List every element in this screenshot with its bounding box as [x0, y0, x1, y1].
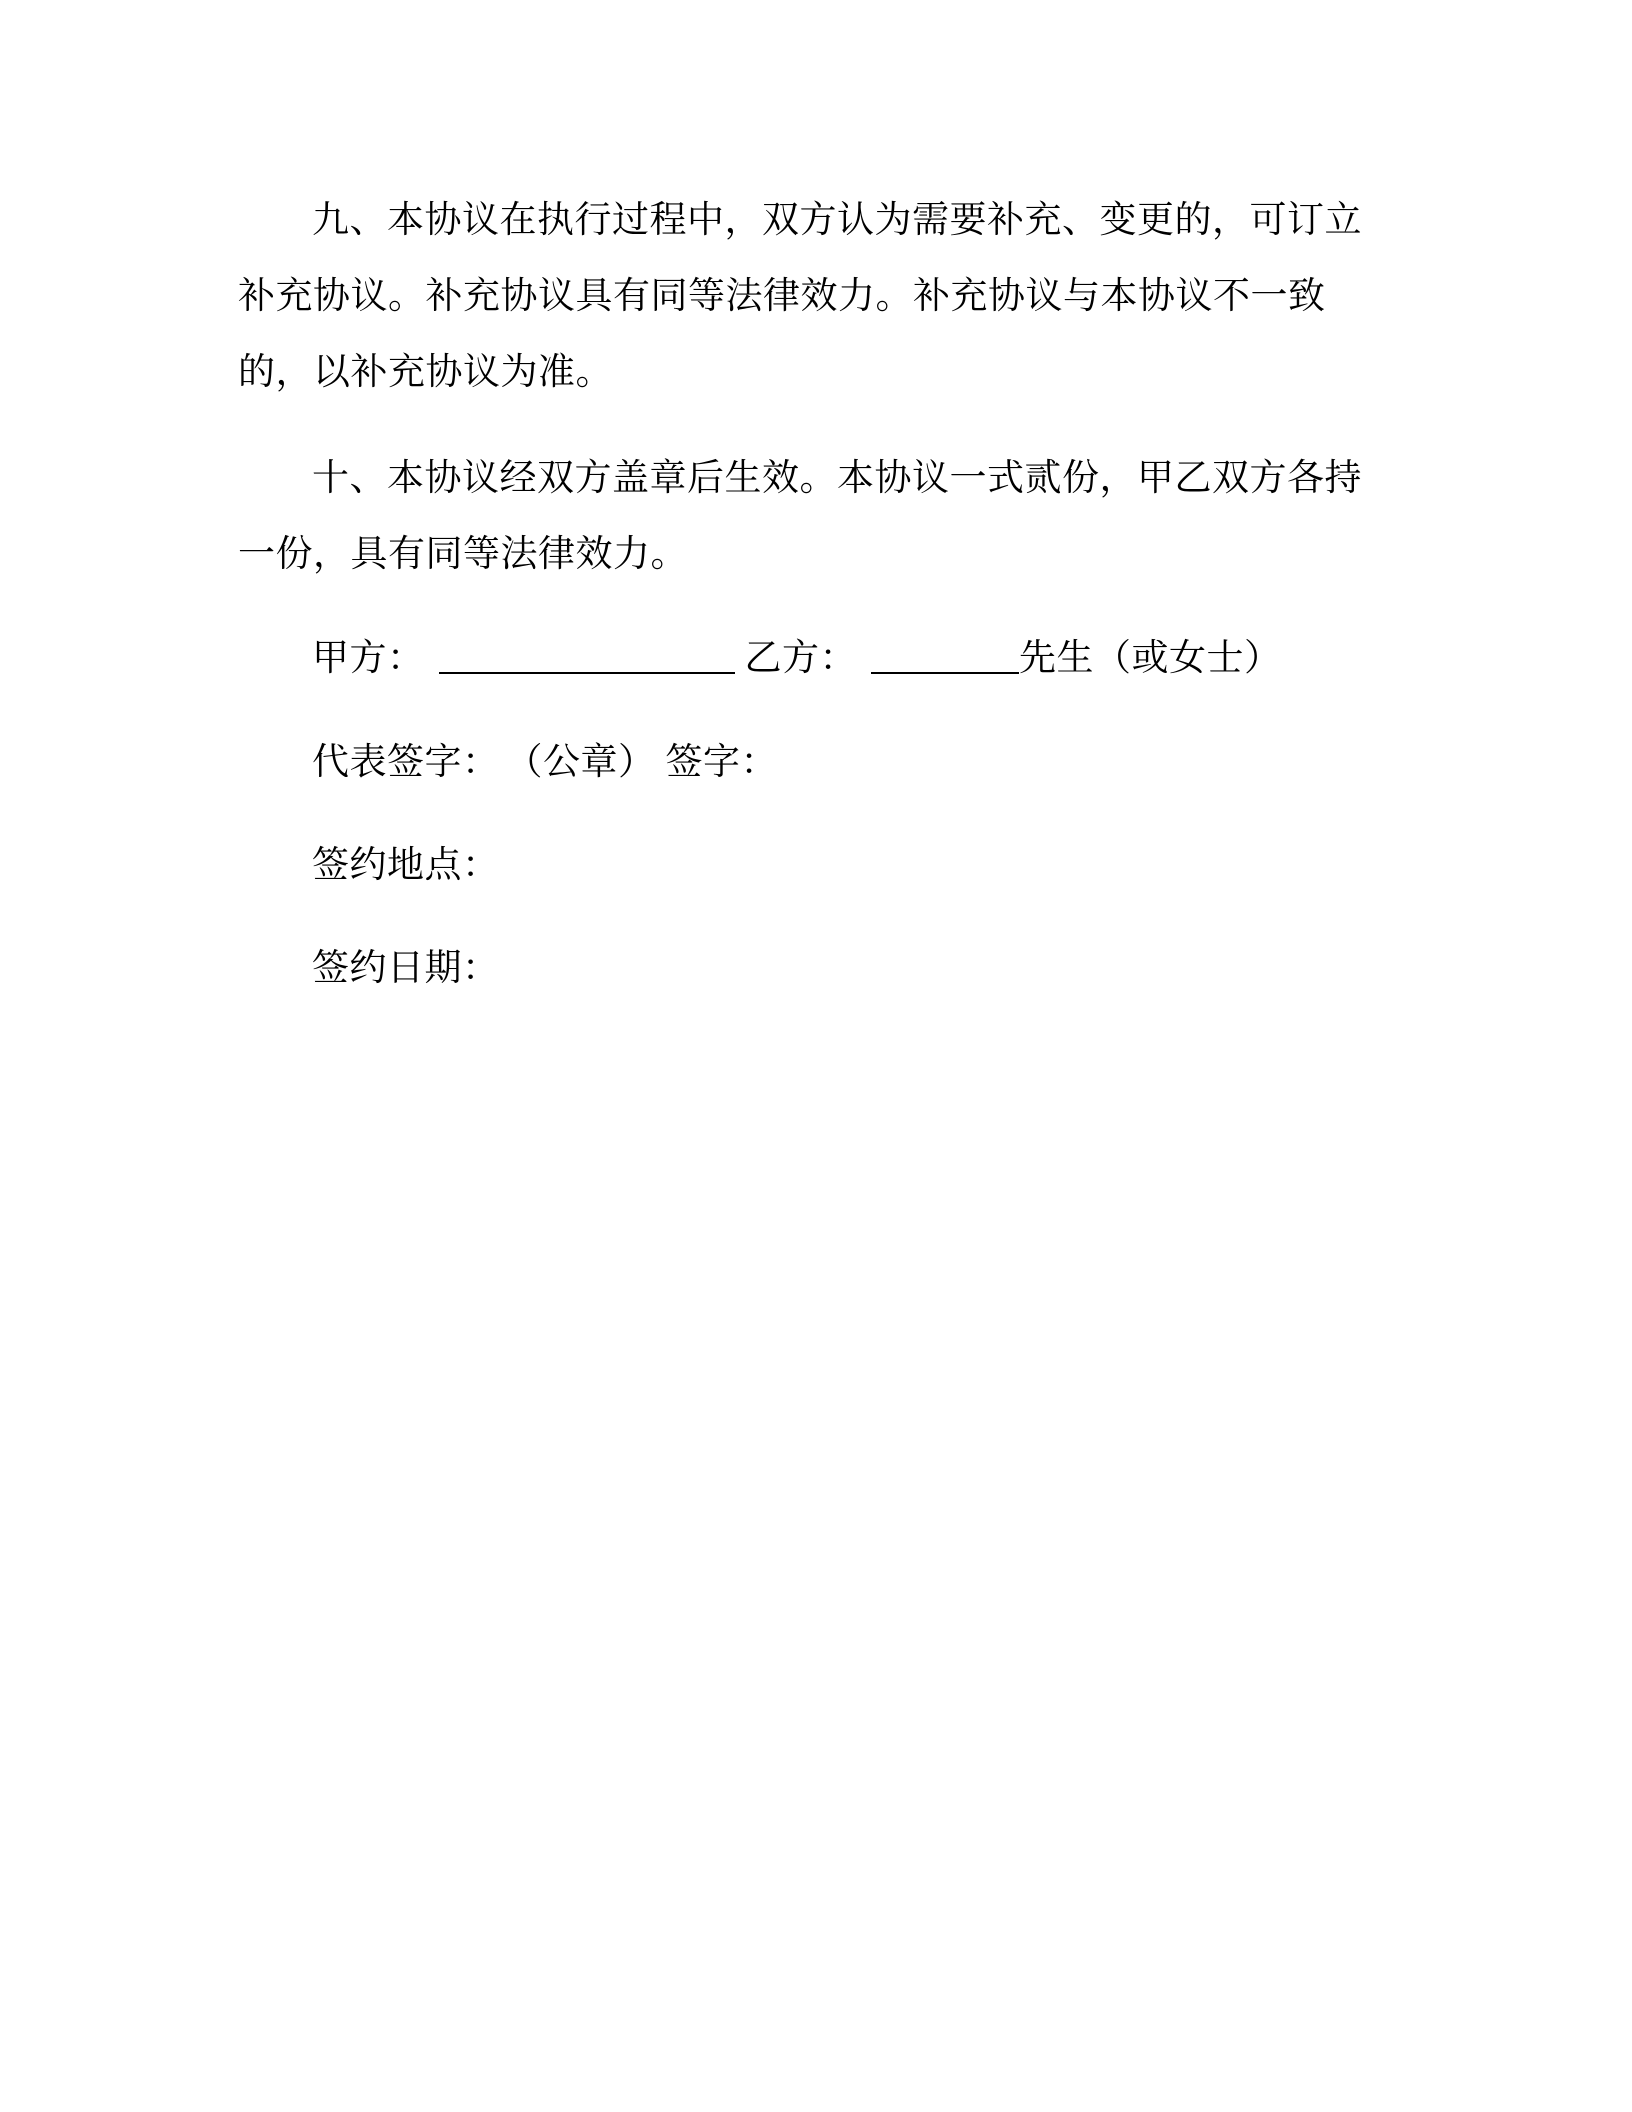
signing-place-line [312, 840, 500, 890]
party-a-blank[interactable] [439, 636, 735, 674]
party-b-suffix: 先生（或女士） [1019, 636, 1282, 679]
clause-nine-paragraph: 九、本协议在执行过程中，双方认为需要补充、变更的，可订立补充协议。补充协议具有同等法律效力。补充协议与本协议不一致的，以补充协议为准。 [238, 198, 1362, 393]
party-b-blank[interactable] [871, 636, 1019, 674]
party-a-label: 甲方： [312, 636, 425, 679]
signature-parties-line [312, 632, 1282, 683]
party-b-label: 乙方： [744, 636, 857, 679]
signing-date-line [312, 943, 500, 993]
representative-label: 代表签字： [312, 740, 500, 783]
representative-signature-line [312, 737, 778, 787]
place-label: 签约地点： [312, 843, 500, 886]
seal-label: （公章） [505, 740, 656, 783]
date-label: 签约日期： [312, 946, 500, 989]
clause-ten-paragraph: 十、本协议经双方盖章后生效。本协议一式贰份，甲乙双方各持一份，具有同等法律效力。 [238, 456, 1362, 575]
sign-label: 签字： [665, 740, 778, 783]
